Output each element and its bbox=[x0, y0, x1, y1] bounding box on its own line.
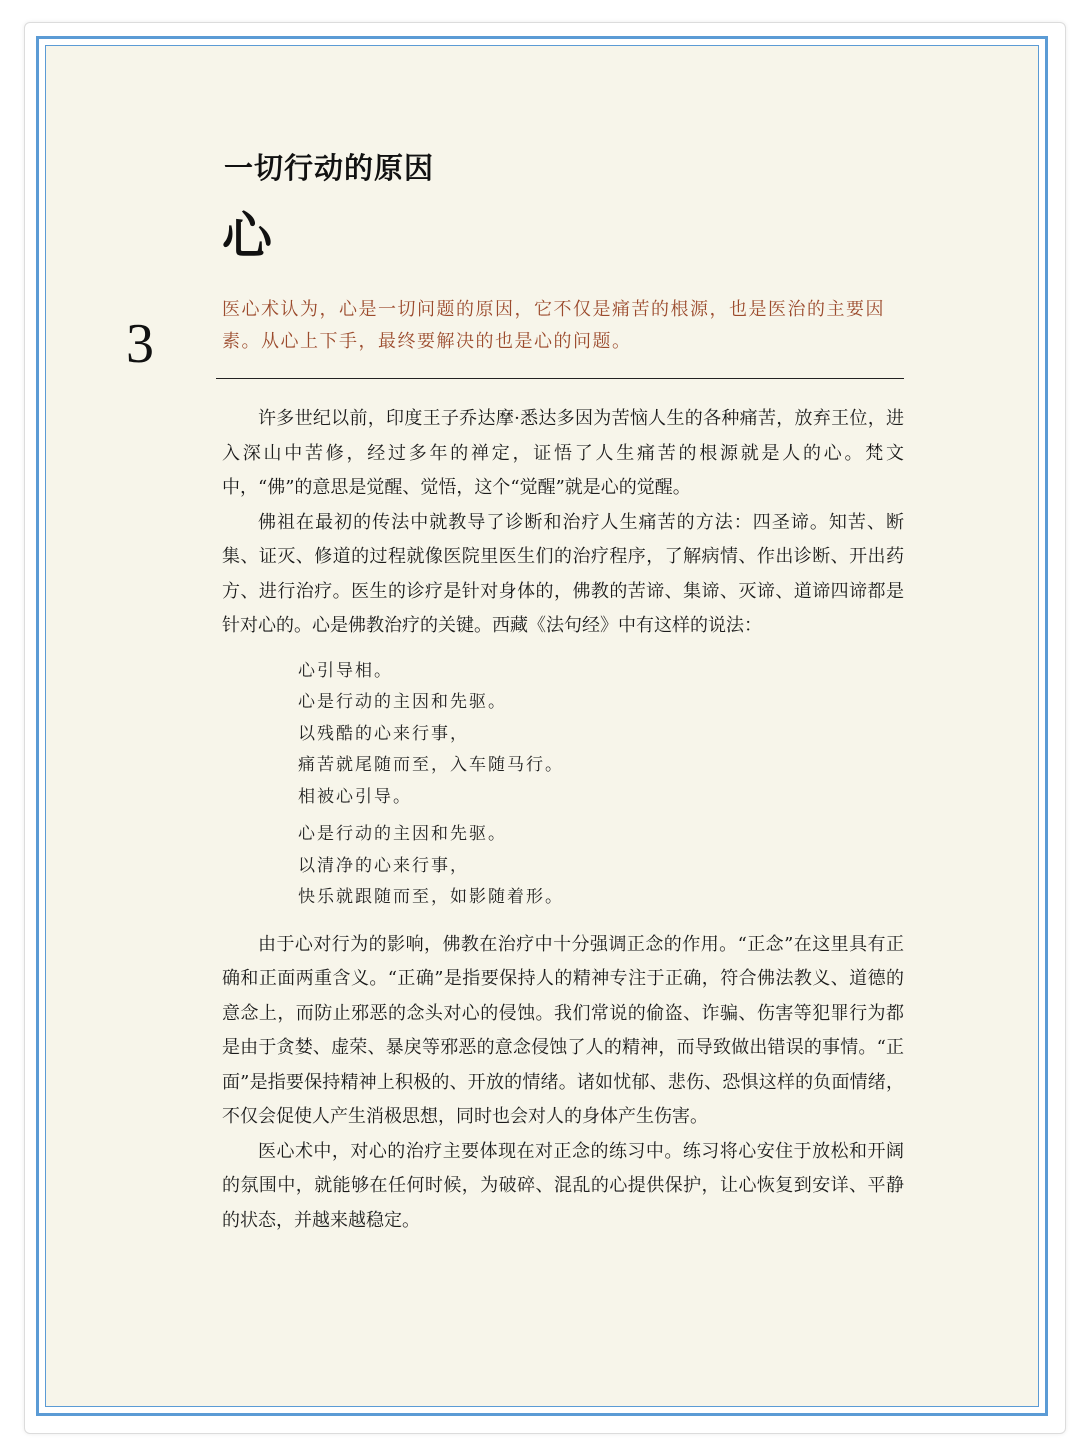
paragraph-2: 佛祖在最初的传法中就教导了诊断和治疗人生痛苦的方法：四圣谛。知苦、断集、证灭、修道的过程就像医院里医生们的治疗程序，了解病情、作出诊断、开出药方、进行治疗。医生的诊疗是针对身体的，佛教的苦谛、集谛、灭谛、道谛四谛都是针对心的。心是佛教治疗的关键。西藏《法句经》中有这样的说法： bbox=[222, 511, 904, 636]
chapter-heading-char: 心 bbox=[222, 207, 272, 265]
verse-line: 心是行动的主因和先驱。 bbox=[298, 692, 507, 712]
verse-line: 相被心引导。 bbox=[298, 786, 412, 807]
verse-line: 快乐就跟随而至，如影随着形。 bbox=[298, 887, 564, 907]
verse-line: 以残酷的心来行事， bbox=[298, 723, 469, 744]
paragraph-1: 许多世纪以前，印度王子乔达摩·悉达多因为苦恼人生的各种痛苦，放弃王位，进入深山中苦修，经过多年的禅定，证悟了人生痛苦的根源就是人的心。梵文中，“佛”的意思是觉醒、觉悟，这个“觉醒”就是心的觉醒。 bbox=[222, 408, 904, 498]
section-title: 一切行动的原因 bbox=[224, 151, 435, 185]
verse-line: 心引导相。 bbox=[298, 660, 393, 681]
intro-text: 医心术认为，心是一切问题的原因，它不仅是痛苦的根源，也是医治的主要因素。从心上下手，最终要解决的也是心的问题。 bbox=[222, 299, 885, 352]
verse-block bbox=[298, 656, 904, 914]
verse-line: 心是行动的主因和先驱。 bbox=[298, 824, 507, 844]
paragraph-4: 医心术中，对心的治疗主要体现在对正念的练习中。练习将心安住于放松和开阔的氛围中，就能够在任何时候，为破碎、混乱的心提供保护，让心恢复到安详、平静的状态，并越来越稳定。 bbox=[222, 1140, 904, 1231]
chapter-number: 3 bbox=[126, 313, 154, 375]
verse-line: 以清净的心来行事， bbox=[298, 855, 469, 876]
page-frame bbox=[36, 36, 1048, 1416]
page-paper bbox=[45, 45, 1039, 1407]
verse-line: 痛苦就尾随而至，入车随马行。 bbox=[298, 755, 564, 775]
paragraph-3: 由于心对行为的影响，佛教在治疗中十分强调正念的作用。“正念”在这里具有正确和正面两重含义。“正确”是指要保持人的精神专注于正确，符合佛法教义、道德的意念上，而防止邪恶的念头对心的侵蚀。我们常说的偷盗、诈骗、伤害等犯罪行为都是由于贪婪、虚荣、暴戾等邪恶的意念侵蚀了人的精神，而导致做出错误的事情。“正面”是指要保持精神上积极的、开放的情绪。诸如忧郁、悲伤、恐惧这样的负面情绪，不仅会促使人产生消极思想，同时也会对人的身体产生伤害。 bbox=[222, 933, 904, 1127]
page-content bbox=[46, 46, 1038, 1406]
body-text bbox=[222, 402, 904, 1238]
divider-rule bbox=[216, 378, 904, 379]
